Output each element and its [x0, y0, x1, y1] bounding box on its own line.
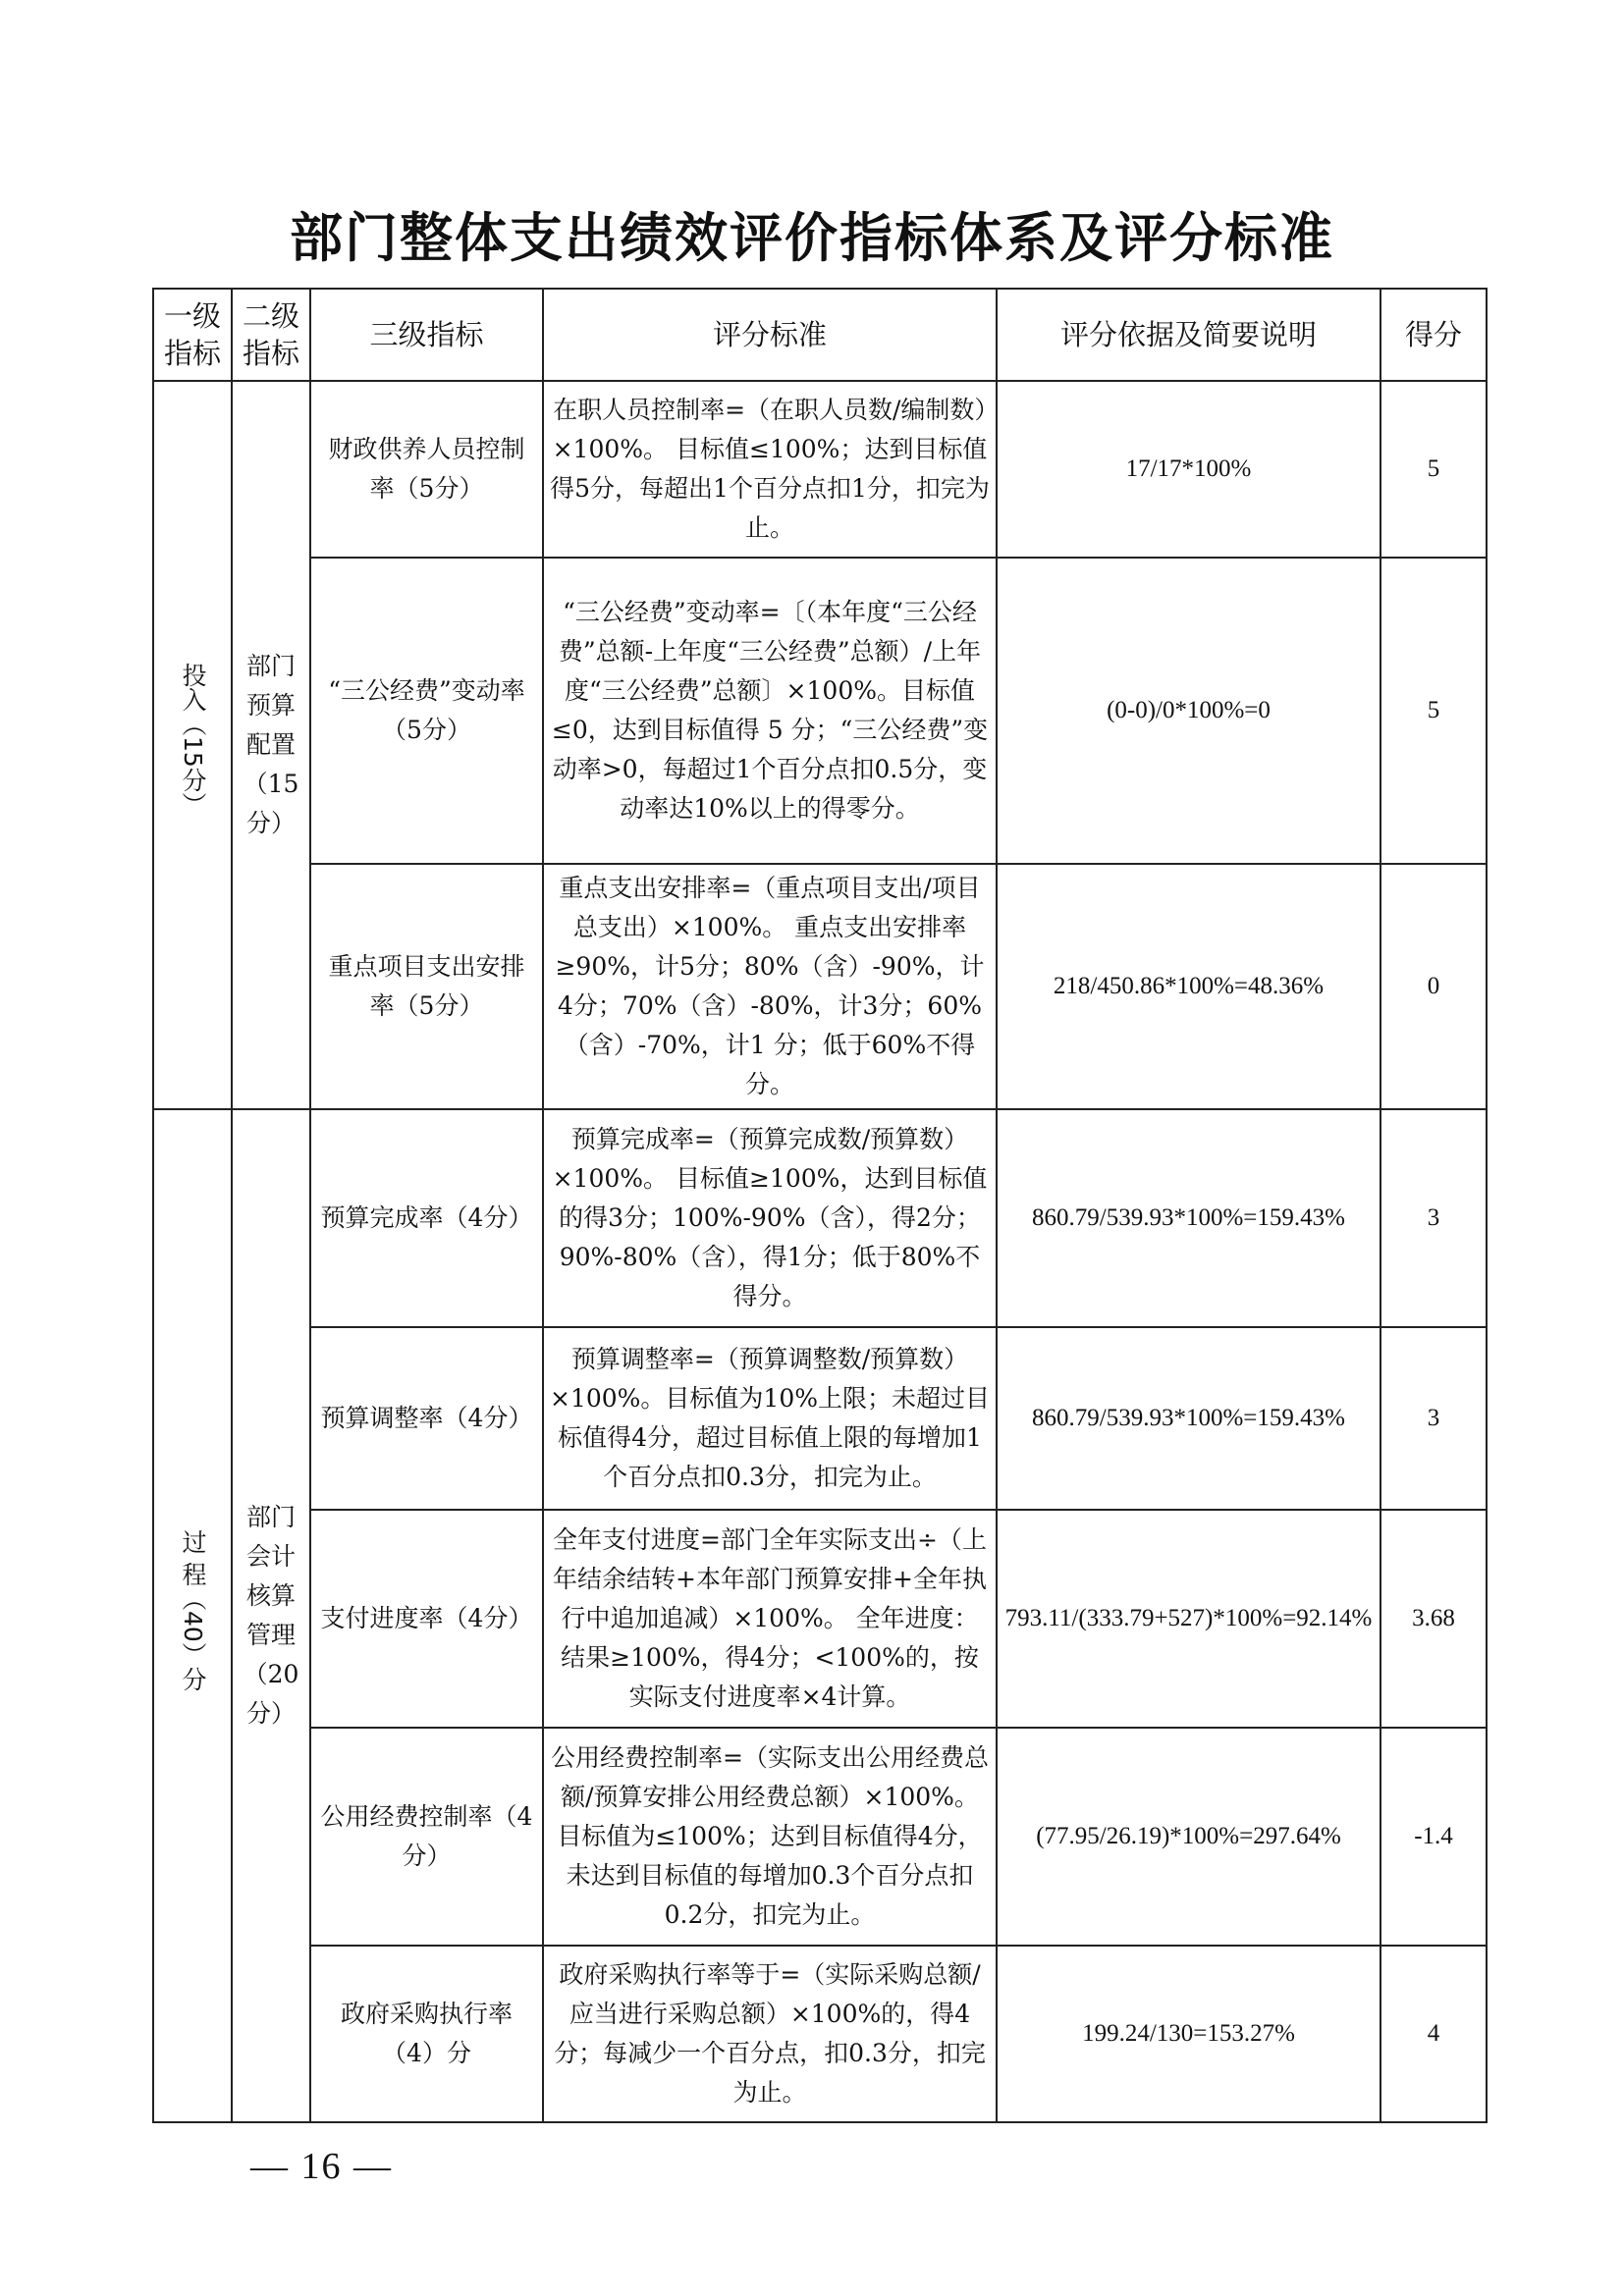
table-row	[153, 1109, 1487, 1327]
table-row	[153, 1728, 1487, 1946]
header-criteria: 评分标准	[543, 289, 997, 381]
basis-cell: (0-0)/0*100%=0	[997, 558, 1380, 864]
level3-cell: 预算调整率（4分）	[310, 1327, 543, 1510]
level1-cell	[153, 1109, 232, 2122]
criteria-cell: 在职人员控制率=（在职人员数/编制数）×100%。 目标值≤100%；达到目标值得5分，每超出1个百分点扣1分，扣完为止。	[543, 381, 997, 558]
criteria-cell: 全年支付进度=部门全年实际支出÷（上年结余结转+本年部门预算安排+全年执行中追加追减）×100%。 全年进度：结果≥100%，得4分；<100%的，按实际支付进度率×4计算。	[543, 1510, 997, 1728]
header-level2: 二级指标	[232, 289, 310, 381]
table-row	[153, 864, 1487, 1109]
level2-cell: 部门预算配置（15分）	[232, 381, 310, 1109]
header-level3: 三级指标	[310, 289, 543, 381]
level3-cell: 重点项目支出安排率（5分）	[310, 864, 543, 1109]
page-title: 部门整体支出绩效评价指标体系及评分标准	[290, 207, 1334, 269]
score-cell: 4	[1380, 1946, 1487, 2122]
header-level1: 一级指标	[153, 289, 232, 381]
level1-label: 投入（15分）	[179, 662, 207, 817]
score-cell: 0	[1380, 864, 1487, 1109]
table-row	[153, 1510, 1487, 1728]
score-cell: 3	[1380, 1109, 1487, 1327]
basis-cell: 860.79/539.93*100%=159.43%	[997, 1109, 1380, 1327]
indicator-table	[152, 288, 1488, 2123]
level3-cell: 政府采购执行率（4）分	[310, 1946, 543, 2122]
header-basis: 评分依据及简要说明	[997, 289, 1380, 381]
score-cell: 5	[1380, 381, 1487, 558]
level2-cell: 部门会计核算管理（20分）	[232, 1109, 310, 2122]
table-row	[153, 1327, 1487, 1510]
basis-cell: 199.24/130=153.27%	[997, 1946, 1380, 2122]
level3-cell: 财政供养人员控制率（5分）	[310, 381, 543, 558]
header-score: 得分	[1380, 289, 1487, 381]
basis-cell: 218/450.86*100%=48.36%	[997, 864, 1380, 1109]
basis-cell: 793.11/(333.79+527)*100%=92.14%	[997, 1510, 1380, 1728]
score-cell: 3.68	[1380, 1510, 1487, 1728]
page-number: — 16 —	[250, 2146, 393, 2187]
table-header-row	[153, 289, 1487, 381]
score-cell: 3	[1380, 1327, 1487, 1510]
criteria-cell: “三公经费”变动率=〔（本年度“三公经费”总额-上年度“三公经费”总额）/上年度“三公经费”总额〕×100%。目标值≤0，达到目标值得 5 分；“三公经费”变动率>0，每超过1个百分点扣0.5分，变动率达10%以上的得零分。	[543, 558, 997, 864]
basis-cell: 17/17*100%	[997, 381, 1380, 558]
basis-cell: (77.95/26.19)*100%=297.64%	[997, 1728, 1380, 1946]
level1-label: 过 程（40）分	[179, 1528, 207, 1691]
level3-cell: 预算完成率（4分）	[310, 1109, 543, 1327]
table-row	[153, 381, 1487, 558]
score-cell: -1.4	[1380, 1728, 1487, 1946]
criteria-cell: 政府采购执行率等于=（实际采购总额/应当进行采购总额）×100%的，得4分；每减少一个百分点，扣0.3分，扣完为止。	[543, 1946, 997, 2122]
criteria-cell: 公用经费控制率=（实际支出公用经费总额/预算安排公用经费总额）×100%。 目标值为≤100%；达到目标值得4分，未达到目标值的每增加0.3个百分点扣0.2分，扣完为止。	[543, 1728, 997, 1946]
criteria-cell: 预算调整率=（预算调整数/预算数）×100%。目标值为10%上限；未超过目标值得4分，超过目标值上限的每增加1个百分点扣0.3分，扣完为止。	[543, 1327, 997, 1510]
criteria-cell: 预算完成率=（预算完成数/预算数）×100%。 目标值≥100%，达到目标值的得3分；100%-90%（含），得2分；90%-80%（含），得1分；低于80%不得分。	[543, 1109, 997, 1327]
level3-cell: “三公经费”变动率（5分）	[310, 558, 543, 864]
level1-cell	[153, 381, 232, 1109]
level3-cell: 支付进度率（4分）	[310, 1510, 543, 1728]
table-row	[153, 1946, 1487, 2122]
criteria-cell: 重点支出安排率=（重点项目支出/项目总支出）×100%。 重点支出安排率≥90%，计5分；80%（含）-90%，计4分；70%（含）-80%，计3分；60%（含）-70%，计1 分；低于60%不得分。	[543, 864, 997, 1109]
level3-cell: 公用经费控制率（4分）	[310, 1728, 543, 1946]
table-row	[153, 558, 1487, 864]
score-cell: 5	[1380, 558, 1487, 864]
basis-cell: 860.79/539.93*100%=159.43%	[997, 1327, 1380, 1510]
